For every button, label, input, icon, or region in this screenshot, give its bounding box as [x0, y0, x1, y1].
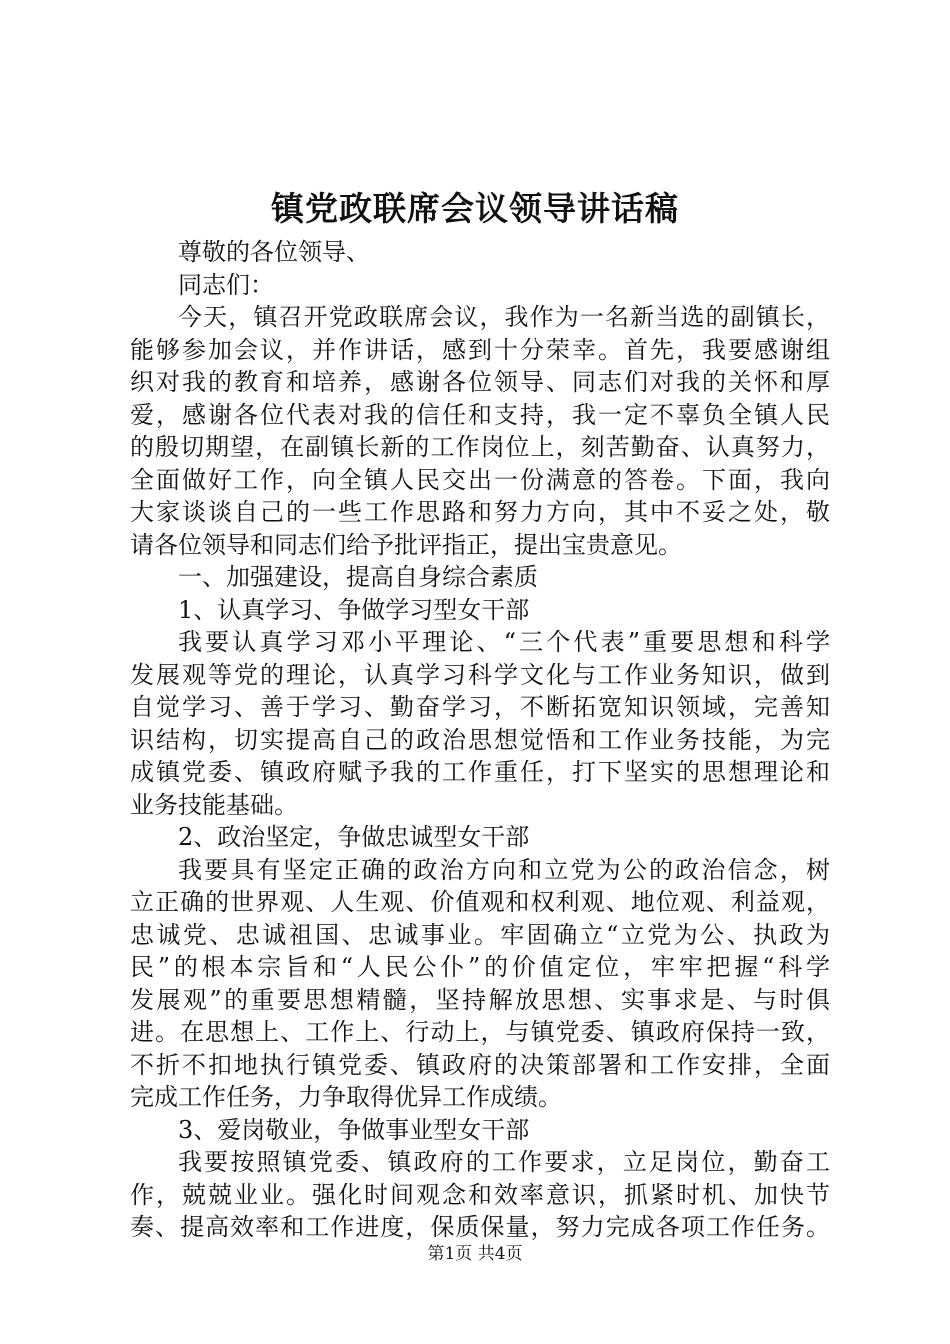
text-line: 3、爱岗敬业，争做事业型女干部 — [178, 1115, 530, 1144]
document-title: 镇党政联席会议领导讲话稿 — [271, 189, 679, 228]
text-line: 作，兢兢业业。强化时间观念和效率意识，抓紧时机、加快节 — [130, 1180, 830, 1209]
text-line: 我要认真学习邓小平理论、“三个代表”重要思想和科学 — [178, 628, 830, 656]
text-line: 发展观等党的理论，认真学习科学文化与工作业务知识，做到 — [130, 660, 830, 689]
text-line: 一、加强建设，提高自身综合素质 — [178, 563, 538, 591]
text-line: 爱，感谢各位代表对我的信任和支持，我一定不辜负全镇人民 — [130, 400, 830, 429]
text-line: 进。在思想上、工作上、行动上，与镇党委、镇政府保持一致， — [130, 1018, 830, 1046]
text-line: 不折不扣地执行镇党委、镇政府的决策部署和工作安排，全面 — [130, 1050, 830, 1079]
text-line: 业务技能基础。 — [130, 790, 298, 819]
text-line: 完成工作任务，力争取得优异工作成绩。 — [130, 1083, 562, 1111]
text-line: 全面做好工作，向全镇人民交出一份满意的答卷。下面，我向 — [130, 465, 830, 494]
text-line: 2、政治坚定，争做忠诚型女干部 — [178, 823, 530, 851]
text-line: 织对我的教育和培养，感谢各位领导、同志们对我的关怀和厚 — [130, 368, 830, 396]
text-line: 忠诚党、忠诚祖国、忠诚事业。牢固确立“立党为公、执政为 — [130, 920, 830, 949]
text-line: 能够参加会议，并作讲话，感到十分荣幸。首先，我要感谢组 — [130, 335, 830, 364]
page-footer: 第1页 共4页 — [427, 1244, 523, 1264]
text-line: 民”的根本宗旨和“人民公仆”的价值定位，牢牢把握“科学 — [130, 953, 830, 981]
text-line: 我要按照镇党委、镇政府的工作要求，立足岗位，勤奋工 — [178, 1148, 830, 1176]
text-line: 尊敬的各位领导、 — [178, 238, 370, 266]
text-line: 识结构，切实提高自己的政治思想觉悟和工作业务技能，为完 — [130, 725, 830, 754]
text-line: 的殷切期望，在副镇长新的工作岗位上，刻苦勤奋、认真努力， — [130, 433, 830, 461]
text-line: 我要具有坚定正确的政治方向和立党为公的政治信念，树 — [178, 855, 830, 884]
text-line: 成镇党委、镇政府赋予我的工作重任，打下坚实的思想理论和 — [130, 758, 830, 786]
text-line: 发展观”的重要思想精髓，坚持解放思想、实事求是、与时俱 — [130, 985, 830, 1014]
document-body — [130, 236, 830, 1244]
text-line: 1、认真学习、争做学习型女干部 — [178, 595, 530, 624]
text-line: 立正确的世界观、人生观、价值观和权利观、地位观、利益观， — [130, 888, 830, 916]
text-line: 大家谈谈自己的一些工作思路和努力方向，其中不妥之处，敬 — [130, 498, 830, 526]
text-line: 今天，镇召开党政联席会议，我作为一名新当选的副镇长， — [178, 303, 830, 331]
text-line: 奏、提高效率和工作进度，保质保量，努力完成各项工作任务。 — [130, 1213, 830, 1241]
text-line: 同志们： — [178, 270, 274, 299]
text-line: 自觉学习、善于学习、勤奋学习，不断拓宽知识领域，完善知 — [130, 693, 830, 721]
text-line: 请各位领导和同志们给予批评指正，提出宝贵意见。 — [130, 530, 682, 559]
